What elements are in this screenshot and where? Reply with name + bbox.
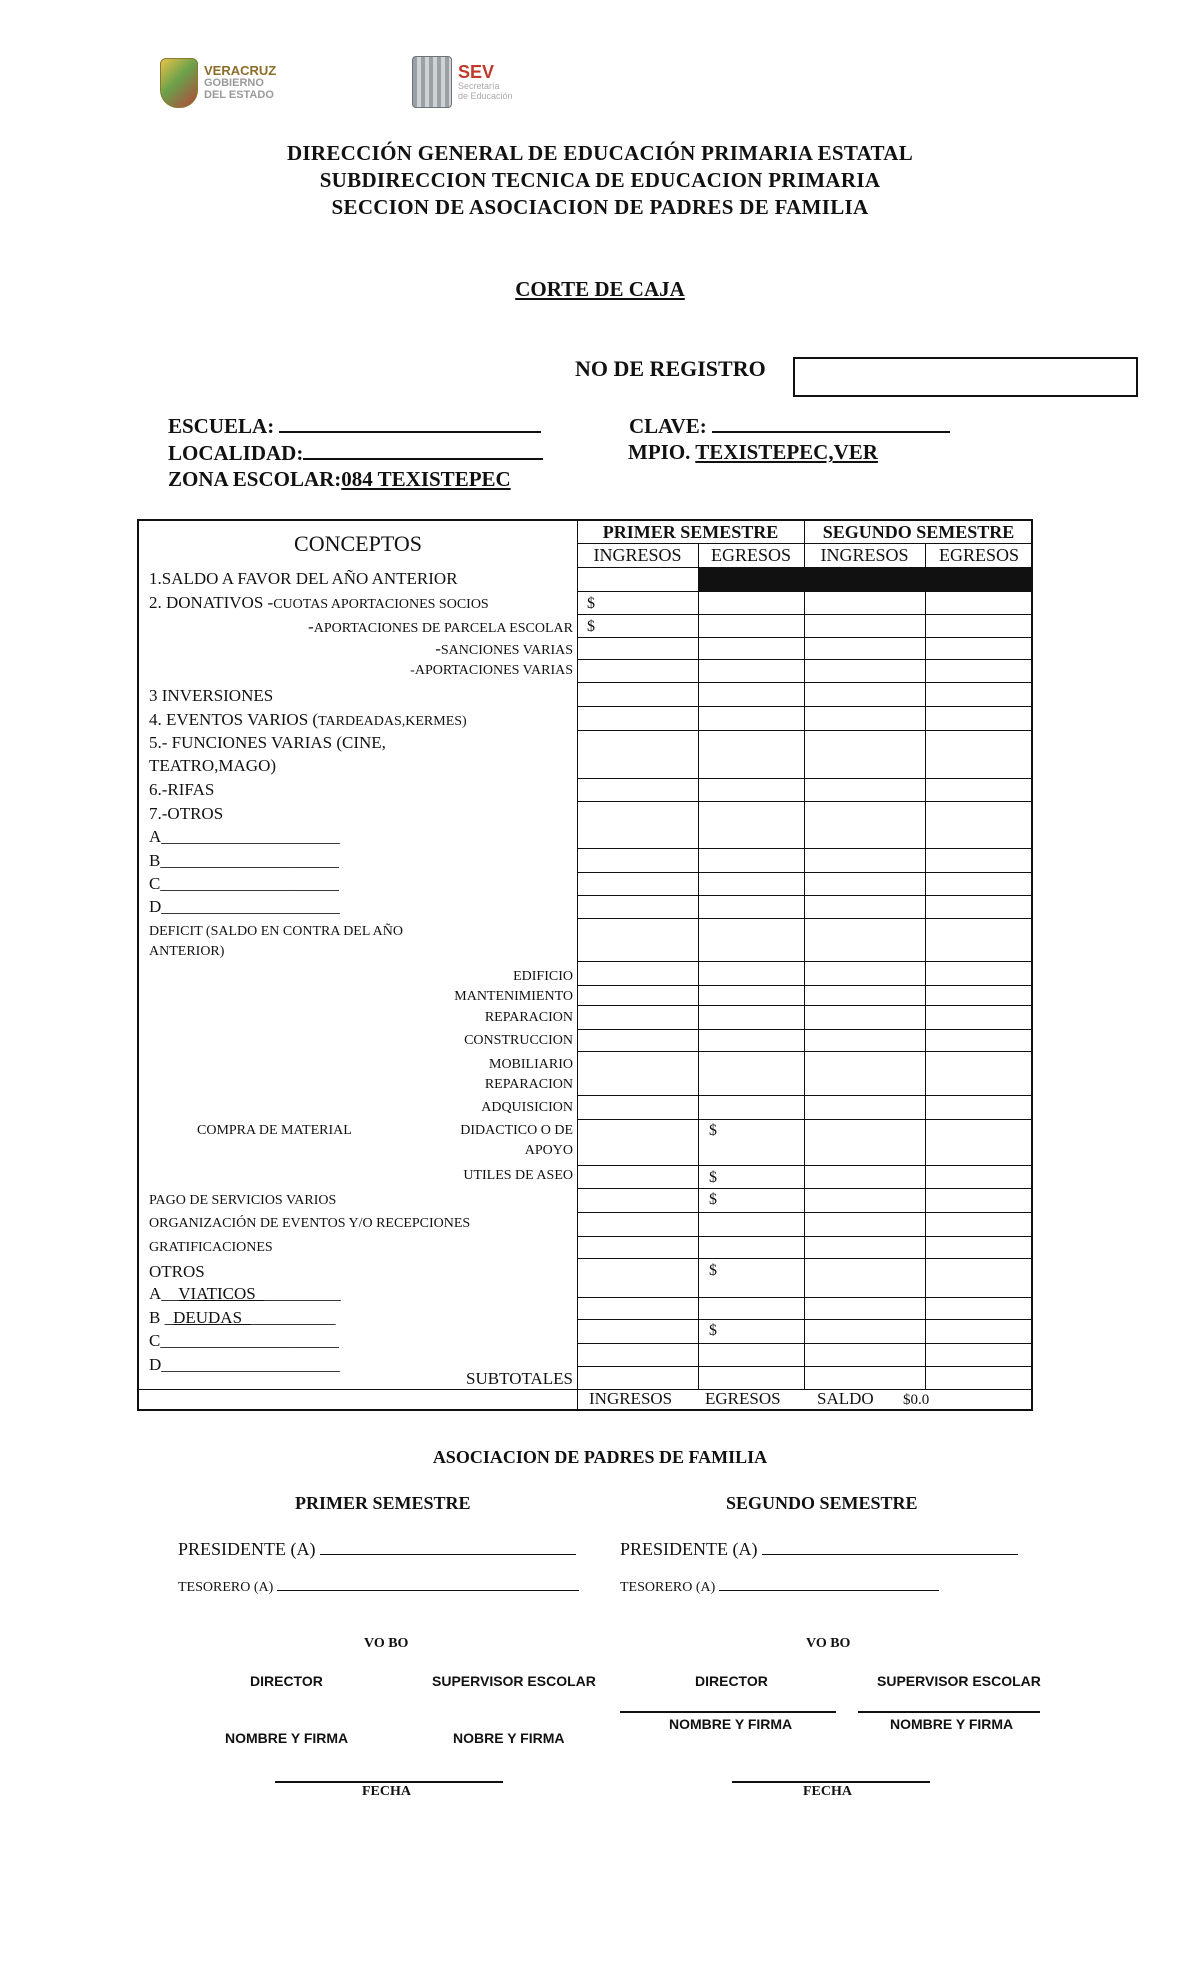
concept-deficit-1: DEFICIT (SALDO EN CONTRA DEL AÑO [149,924,403,939]
row-divider [577,1258,1033,1259]
header-line-1: DIRECCIÓN GENERAL DE EDUCACIÓN PRIMARIA ESTATAL [286,141,914,165]
row-divider [577,706,1033,707]
registro-label: NO DE REGISTRO [575,356,766,381]
corte-de-caja-table [137,519,1033,1411]
concept-saldo: 1.SALDO A FAVOR DEL AÑO ANTERIOR [149,569,458,588]
registro-input[interactable] [793,357,1138,397]
presidente-1-line[interactable] [320,1540,576,1555]
primer-semestre-header: PRIMER SEMESTRE [602,522,779,542]
row-divider [577,1095,1033,1096]
row-divider [577,1119,1033,1120]
asociacion-title: ASOCIACION DE PADRES DE FAMILIA [432,1447,768,1467]
segundo-semestre-header: SEGUNDO SEMESTRE [822,522,1015,542]
tesorero-2-line[interactable] [719,1580,939,1591]
logo-line-2: GOBIERNO [204,77,264,89]
concept-funciones-1: 5.- FUNCIONES VARIAS (CINE, [149,733,386,752]
tesorero-1: TESORERO (A) [178,1580,579,1596]
zona-field [168,467,511,492]
presidente-2: PRESIDENTE (A) [620,1539,1018,1560]
row-divider [577,985,1033,986]
row-divider [577,1236,1033,1237]
row-divider [577,1029,1033,1030]
concept-sanciones: -SANCIONES VARIAS [435,639,573,658]
localidad-field [168,440,543,466]
row-divider [577,1319,1033,1320]
vobo-2: VO BO [806,1636,851,1651]
escuela-field [168,413,541,439]
conceptos-header: CONCEPTOS [294,531,422,556]
concept-didactico: DIDACTICO O DE [460,1123,573,1138]
fecha-2: FECHA [803,1784,852,1799]
concept-organizacion: ORGANIZACIÓN DE EVENTOS Y/O RECEPCIONES [149,1216,471,1231]
concept-otros: 7.-OTROS [149,804,224,823]
concept-gratificaciones: GRATIFICACIONES [149,1240,273,1255]
row-divider [577,659,1033,660]
ingresos-header-2: INGRESOS [820,545,909,565]
gobierno-veracruz-logo [160,58,276,108]
escuela-label: ESCUELA: [168,414,275,438]
row-divider [577,895,1033,896]
col-divider [577,521,578,1411]
row-divider [577,1165,1033,1166]
supervisor-1: SUPERVISOR ESCOLAR [432,1673,596,1689]
sig-primer-semestre: PRIMER SEMESTRE [295,1493,471,1513]
footer-ingresos: INGRESOS [589,1389,673,1408]
blocked-cells [698,567,1033,591]
mpio-field [628,440,878,465]
dollar-cuotas: $ [587,595,595,612]
concept-pago-servicios: PAGO DE SERVICIOS VARIOS [149,1193,337,1208]
concept-apoyo: APOYO [524,1143,573,1158]
dollar-material: $ [709,1122,717,1139]
row-divider [577,543,1033,544]
concept-utiles: UTILES DE ASEO [463,1168,573,1183]
header-line-2: SUBDIRECCION TECNICA DE EDUCACION PRIMARIA [319,168,881,192]
logo-line-1: VERACRUZ [204,63,277,78]
concept-parcela: -APORTACIONES DE PARCELA ESCOLAR [308,617,573,636]
director-2-signature-line[interactable] [620,1711,836,1713]
concept-c: C_____________________ [149,874,339,893]
nombre-firma-director-1: NOMBRE Y FIRMA [225,1730,349,1746]
concept-reparacion: REPARACION [484,1010,573,1025]
zona-value: 084 TEXISTEPEC [341,467,511,491]
concept-construccion: CONSTRUCCION [464,1033,573,1048]
concept-d-2: D_____________________ [149,1355,340,1374]
egresos-header-1: EGRESOS [710,545,791,565]
row-divider [577,730,1033,731]
clave-label: CLAVE: [629,414,707,438]
concept-aportaciones: -APORTACIONES VARIAS [410,663,573,678]
row-divider [139,1389,1033,1390]
concept-edificio: EDIFICIO [513,969,573,984]
row-divider [577,637,1033,638]
presidente-1: PRESIDENTE (A) [178,1539,576,1560]
concept-a: A_____________________ [149,827,340,846]
page-title: CORTE DE CAJA [515,277,685,301]
col-divider [925,543,926,1389]
concept-eventos: 4. EVENTOS VARIOS (TARDEADAS,KERMES) [149,710,467,729]
fecha-2-line[interactable] [732,1781,930,1783]
row-divider [577,1297,1033,1298]
nobre-firma-supervisor-1: NOBRE Y FIRMA [453,1730,565,1746]
row-divider [577,1212,1033,1213]
director-1: DIRECTOR [250,1673,323,1689]
concept-otros-2: OTROS [149,1262,205,1281]
row-divider [577,1366,1033,1367]
clave-input[interactable] [712,413,950,433]
localidad-input[interactable] [303,440,543,460]
sev-logo-line-3: de Educación [458,91,513,101]
concept-rifas: 6.-RIFAS [149,780,215,799]
nombre-firma-supervisor-2: NOMBRE Y FIRMA [890,1716,1014,1732]
sev-logo-line-2: Secretaría [458,81,500,91]
row-divider [577,1005,1033,1006]
concept-deudas: B _DEUDAS___________ [149,1308,336,1327]
ingresos-header-1: INGRESOS [593,545,682,565]
row-divider [577,1188,1033,1189]
row-divider [577,778,1033,779]
row-divider [577,682,1033,683]
concept-subtotales: SUBTOTALES [466,1369,573,1388]
coat-of-arms-icon [160,58,198,108]
row-divider [577,961,1033,962]
concept-mantenimiento: MANTENIMIENTO [454,989,573,1004]
escuela-input[interactable] [279,413,541,433]
row-divider [577,918,1033,919]
fecha-1-line[interactable] [275,1781,503,1783]
row-divider [577,1051,1033,1052]
footer-saldo-value: $0.0 [903,1392,930,1408]
supervisor-2-signature-line[interactable] [858,1711,1040,1713]
concept-compra: COMPRA DE MATERIAL [197,1123,352,1138]
concept-d: D_____________________ [149,897,340,916]
clave-field [629,413,950,439]
concept-donativos: 2. DONATIVOS -CUOTAS APORTACIONES SOCIOS [149,593,489,612]
sev-logo-line-1: SEV [458,62,495,82]
building-icon [412,56,452,108]
sig-segundo-semestre: SEGUNDO SEMESTRE [726,1493,918,1513]
dollar-servicios: $ [709,1191,717,1208]
row-divider [577,801,1033,802]
row-divider [577,872,1033,873]
mpio-value: TEXISTEPEC,VER [695,440,878,464]
row-divider [577,614,1033,615]
footer-saldo-label: SALDO [817,1389,874,1408]
fecha-1: FECHA [362,1784,411,1799]
concept-reparacion-2: REPARACION [484,1077,573,1092]
mpio-label: MPIO. [628,440,691,464]
col-divider [698,543,699,1389]
footer-egresos: EGRESOS [705,1389,781,1408]
dollar-deudas: $ [709,1322,717,1339]
row-divider [577,1343,1033,1344]
dollar-parcela: $ [587,618,595,635]
concept-deficit-2: ANTERIOR) [149,944,225,959]
concept-inversiones: 3 INVERSIONES [149,686,274,705]
tesorero-2: TESORERO (A) [620,1580,939,1596]
director-2: DIRECTOR [695,1673,768,1689]
dollar-otros: $ [709,1262,717,1279]
logo-line-3: DEL ESTADO [204,89,274,101]
supervisor-2: SUPERVISOR ESCOLAR [877,1673,1041,1689]
zona-label: ZONA ESCOLAR: [168,467,342,491]
egresos-header-2: EGRESOS [938,545,1019,565]
localidad-label: LOCALIDAD: [168,441,304,465]
row-divider [577,591,1033,592]
concept-viaticos: A__VIATICOS__________ [149,1284,341,1303]
vobo-1: VO BO [364,1636,409,1651]
sev-logo [412,56,513,108]
concept-funciones-2: TEATRO,MAGO) [149,756,277,775]
concept-mobiliario: MOBILIARIO [489,1057,573,1072]
dollar-utiles: $ [709,1169,717,1186]
header-line-3: SECCION DE ASOCIACION DE PADRES DE FAMILIA [331,195,869,219]
concept-adquisicion: ADQUISICION [481,1100,573,1115]
concept-c-2: C_____________________ [149,1331,339,1350]
nombre-firma-director-2: NOMBRE Y FIRMA [669,1716,793,1732]
presidente-2-line[interactable] [762,1540,1018,1555]
tesorero-1-line[interactable] [277,1580,579,1591]
row-divider [577,848,1033,849]
concept-b: B_____________________ [149,851,339,870]
